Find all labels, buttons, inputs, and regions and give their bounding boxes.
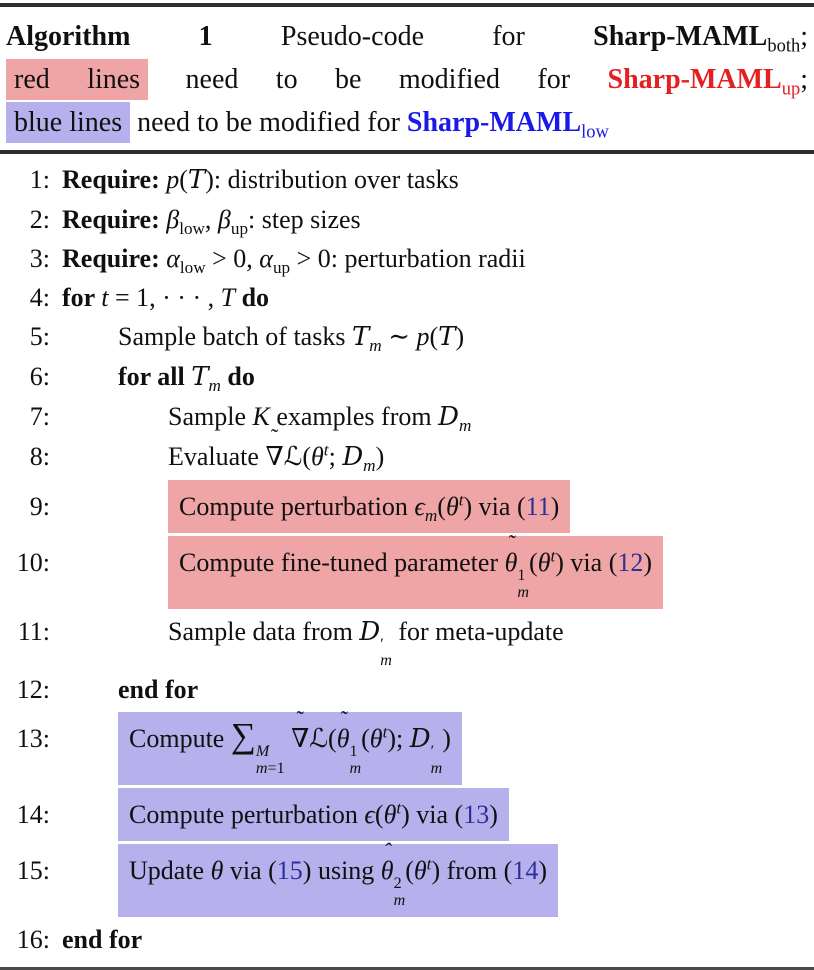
text-token: Sharp-MAML <box>406 107 582 138</box>
text-token: Pseudo-code for <box>212 21 594 52</box>
text-token: m <box>393 891 406 909</box>
line-content <box>62 160 459 200</box>
text-token: θ <box>383 800 397 830</box>
text-token: do <box>227 362 255 391</box>
text-token: θ <box>369 724 383 754</box>
script-stack <box>394 876 406 910</box>
algo-line-4 <box>0 278 814 317</box>
line-content <box>62 200 361 239</box>
text-token: θ <box>413 856 427 886</box>
text-token: ) via ( <box>401 800 464 830</box>
text-token: m <box>255 760 268 778</box>
pink-highlight <box>168 480 570 533</box>
text-token: ( <box>302 442 312 471</box>
text-token: t <box>101 283 109 312</box>
text-token: ∼ <box>381 322 417 351</box>
algo-line-7 <box>0 397 814 437</box>
algo-line-1 <box>0 160 814 200</box>
text-token: end for <box>62 924 143 954</box>
algo-line-2 <box>0 200 814 239</box>
text-token: = 1, · · · , <box>108 283 221 312</box>
caption-line-2 <box>6 58 808 101</box>
line-number: 7: <box>29 402 50 431</box>
text-token: ; <box>800 21 808 52</box>
line-content <box>62 278 269 317</box>
text-token: ( <box>405 856 414 886</box>
text-token: blue lines <box>6 102 130 143</box>
text-token: ) <box>643 548 653 577</box>
script-stack <box>517 568 529 602</box>
text-token: α <box>166 244 180 273</box>
text-token: m <box>369 336 382 356</box>
accent-mark: ˜ <box>296 705 304 731</box>
line-number: 1: <box>29 165 50 194</box>
line-number: 16: <box>16 924 50 954</box>
line-number: 3: <box>29 244 50 273</box>
text-token: Evaluate <box>168 442 266 471</box>
pink-highlight <box>168 529 663 609</box>
bottom-rule <box>0 967 814 970</box>
line-content <box>168 529 663 609</box>
eqref-12[interactable]: 12 <box>617 548 644 577</box>
line-content <box>118 788 509 841</box>
text-token: ℒ <box>309 724 329 755</box>
text-token: up <box>781 78 801 99</box>
text-token: T <box>187 165 206 195</box>
text-token: D <box>438 402 459 432</box>
line-number: 10: <box>16 548 50 577</box>
text-token: ϵ <box>414 492 425 521</box>
line-number: 15: <box>16 856 50 886</box>
text-token: ( <box>429 322 439 351</box>
text-token: T <box>191 362 209 392</box>
text-token: ( <box>529 548 538 577</box>
text-token: Algorithm 1 <box>6 21 213 52</box>
text-token: Sample data from <box>168 616 360 646</box>
text-token: both <box>767 35 801 56</box>
text-token: T <box>351 322 370 352</box>
text-token: θ <box>210 856 224 886</box>
blue-highlight <box>118 788 509 841</box>
algo-line-13 <box>0 705 814 785</box>
text-token: ) via ( <box>555 548 618 577</box>
text-token: for <box>62 283 102 312</box>
text-token: ( <box>437 492 446 521</box>
text-token: ) using <box>302 856 381 886</box>
text-token: M <box>255 743 270 761</box>
text-token: t <box>550 546 556 566</box>
script-stack <box>349 744 361 778</box>
text-token: Compute <box>129 724 231 754</box>
text-token: for all <box>118 362 192 391</box>
text-token: m <box>458 416 472 436</box>
text-token: m <box>208 376 221 396</box>
text-token: Compute perturbation <box>129 800 365 830</box>
text-token: end for <box>118 675 199 705</box>
text-token: ) <box>455 322 465 351</box>
algo-line-15 <box>0 837 814 917</box>
text-token: ′ <box>430 743 435 761</box>
text-token: ∇ <box>265 442 284 471</box>
text-token: t <box>458 490 464 510</box>
text-token: Sample <box>168 402 253 431</box>
accented-math-symbol <box>265 423 284 476</box>
text-token: =1 <box>267 760 285 778</box>
text-token: up <box>230 219 249 239</box>
line-number: 4: <box>29 283 50 312</box>
accent-mark: ˆ <box>383 837 391 863</box>
text-token: Compute fine-tuned parameter <box>179 548 505 577</box>
algo-line-6 <box>0 357 814 397</box>
text-token: β <box>217 205 231 234</box>
text-token: θ <box>380 856 394 886</box>
text-token: ∇ <box>291 724 310 754</box>
line-content <box>118 357 255 397</box>
line-number: 9: <box>29 492 50 521</box>
text-token: D <box>359 616 381 647</box>
text-token: Compute perturbation <box>179 492 415 521</box>
text-token: ); <box>387 724 410 754</box>
text-token: ( <box>374 800 384 830</box>
line-number: 5: <box>29 322 50 351</box>
line-number: 12: <box>16 675 50 705</box>
accented-math-symbol <box>504 529 518 582</box>
accent-mark: ˜ <box>507 529 515 555</box>
text-token: p <box>416 322 430 351</box>
algorithm-caption <box>0 7 814 150</box>
text-token: Require: <box>62 165 160 194</box>
algo-line-5 <box>0 317 814 357</box>
line-content <box>168 612 564 671</box>
text-token: ; <box>800 64 808 95</box>
text-token: m <box>430 760 443 778</box>
line-number: 2: <box>29 205 50 234</box>
text-token: ) from ( <box>431 856 513 886</box>
text-token: θ <box>445 492 459 521</box>
text-token: 1 <box>349 743 358 761</box>
text-token: m <box>517 583 530 601</box>
caption-line-3 <box>6 101 808 144</box>
line-number: 6: <box>29 362 50 391</box>
algo-line-16 <box>0 920 814 959</box>
text-token: low <box>179 219 205 239</box>
text-token: D <box>342 442 364 472</box>
text-token: Require: <box>62 205 160 234</box>
text-token: red lines <box>6 59 148 100</box>
text-token: : step sizes <box>248 205 361 234</box>
line-content <box>118 705 462 785</box>
text-token: Require: <box>62 244 160 273</box>
eqref-11[interactable]: 11 <box>525 492 551 521</box>
algorithm-body <box>0 154 814 959</box>
algo-line-3 <box>0 239 814 278</box>
text-token: do <box>241 283 270 312</box>
text-token: θ <box>537 548 551 577</box>
accent-mark: ˜ <box>270 423 279 449</box>
text-token: α <box>259 244 273 273</box>
text-token: low <box>179 258 206 278</box>
text-token: ϵ <box>364 800 375 830</box>
algo-line-11 <box>0 612 814 671</box>
line-content <box>168 423 385 477</box>
text-token: m <box>349 760 362 778</box>
caption-line-1 <box>6 15 808 58</box>
line-content <box>168 397 471 437</box>
text-token: need to be modified for <box>148 64 608 95</box>
blue-highlight <box>118 837 558 917</box>
text-token: t <box>426 854 432 874</box>
line-number: 8: <box>29 442 50 471</box>
text-token: examples from <box>269 402 439 431</box>
text-token: ( <box>361 724 370 754</box>
text-token: D <box>409 724 431 755</box>
algo-line-12 <box>0 670 814 709</box>
accented-math-symbol <box>380 837 394 890</box>
line-number: 14: <box>16 800 50 830</box>
line-content <box>118 670 198 709</box>
text-token: K <box>252 402 270 431</box>
text-token: > 0, <box>205 244 260 273</box>
line-number: 13: <box>16 724 50 754</box>
eqref-15[interactable]: 15 <box>276 856 303 886</box>
script-stack <box>431 744 443 778</box>
text-token: θ <box>311 442 324 471</box>
text-token: ℒ <box>283 442 303 472</box>
text-token: β <box>166 205 180 234</box>
text-token: ) <box>442 724 451 754</box>
line-content <box>118 837 558 917</box>
text-token: θ <box>504 548 518 577</box>
text-token: ) <box>538 856 547 886</box>
text-token: ) via ( <box>463 492 526 521</box>
text-token: θ <box>336 724 350 754</box>
text-token: > 0: perturbation radii <box>290 244 526 273</box>
text-token: p <box>166 165 180 194</box>
text-token: via ( <box>223 856 277 886</box>
text-token: Update <box>129 856 211 886</box>
line-number: 11: <box>17 616 50 646</box>
algo-line-8 <box>0 423 814 477</box>
text-token: ′ <box>380 635 384 653</box>
text-token: for meta-update <box>391 616 564 646</box>
text-token: Sharp-MAML <box>593 21 768 52</box>
text-token: ∑ <box>230 716 256 756</box>
line-content <box>62 920 142 959</box>
text-token: up <box>272 258 291 278</box>
accented-math-symbol <box>336 705 350 758</box>
script-stack <box>380 637 392 671</box>
accent-mark: ˜ <box>339 705 347 731</box>
accented-math-symbol <box>291 705 310 758</box>
text-token: m <box>424 506 438 526</box>
line-content <box>118 317 464 357</box>
text-token: 1 <box>517 566 526 584</box>
text-token: m <box>380 652 392 670</box>
text-token: T <box>220 283 236 312</box>
text-token: ; <box>328 442 343 471</box>
algo-line-14 <box>0 788 814 841</box>
text-token: , <box>204 205 218 234</box>
text-token: Sharp-MAML <box>607 64 782 95</box>
text-token: ) <box>489 800 498 830</box>
script-stack <box>256 744 285 778</box>
line-content <box>168 480 570 533</box>
text-token: ): distribution over tasks <box>205 165 459 194</box>
text-token: ) <box>550 492 560 521</box>
text-token: 2 <box>393 874 402 892</box>
text-token: Sample batch of tasks <box>118 322 352 351</box>
text-token: t <box>396 798 402 818</box>
algo-line-9 <box>0 480 814 533</box>
text-token: t <box>323 440 329 460</box>
text-token: t <box>382 722 388 742</box>
text-token: low <box>581 121 609 142</box>
text-token: need to be modified for <box>130 107 407 138</box>
eqref-14[interactable]: 14 <box>512 856 539 886</box>
text-token: T <box>438 322 456 352</box>
eqref-13[interactable]: 13 <box>463 800 490 830</box>
text-token: ( <box>179 165 188 194</box>
line-content <box>62 239 526 278</box>
text-token: m <box>363 456 376 476</box>
text-token: ( <box>328 724 337 754</box>
blue-highlight <box>118 705 462 785</box>
text-token: ) <box>375 442 385 471</box>
algo-line-10 <box>0 529 814 609</box>
